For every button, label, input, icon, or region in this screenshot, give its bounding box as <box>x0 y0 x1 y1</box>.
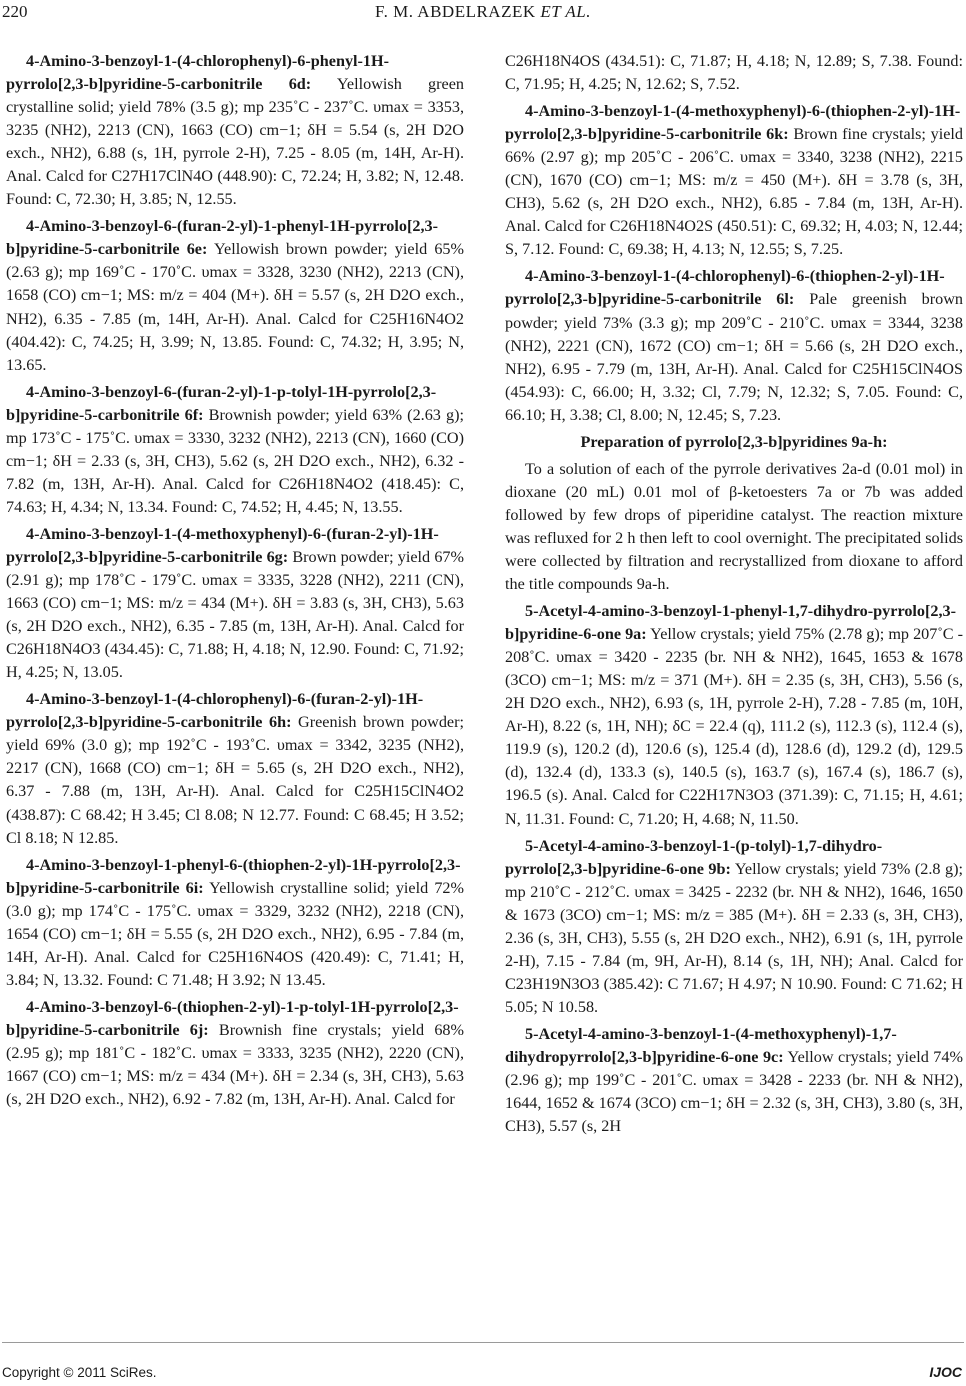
compound-data: Yellow crystals; yield 75% (2.78 g); mp 207˚C - 208˚C. υmax = 3420 - 2235 (br. NH & NH2), 1645, 1653 & 1678 (3CO) cm−1; MS: m/z = 371 (M+). δH = 2.35 (s, 3H, CH3), 5.56 (s, 2H D2O exch., NH2), 6.93 (s, 1H, pyrrole 2-H), 7.28 - 7.85 (m, 10H, Ar-H), 8.22 (s, 1H, NH); δC = 22.4 (q), 111.2 (s), 112.3 (s), 112.4 (s), 119.9 (s), 120.2 (d), 120.6 (s), 125.4 (d), 128.6 (d), 129.2 (d), 129.5 (d), 132.4 (d), 133.3 (s), 140.5 (s), 163.7 (s), 167.4 (s), 186.7 (s), 196.5 (s). Anal. Calcd for C22H17N3O3 (371.39): C, 71.15; H, 4.61; N, 11.31. Found: C, 71.20; H, 4.68; N, 11.50. <box>505 625 964 828</box>
compound-title: 4-Amino-3-benzoyl-1-(4-chlorophenyl)-6-(thiophen-2-yl)-1H-pyrrolo[2,3-b]pyridine-5-carbonitrile 6l: <box>505 267 945 309</box>
compound-entry-6d <box>6 50 464 211</box>
compound-title: 4-Amino-3-benzoyl-6-(thiophen-2-yl)-1-p-tolyl-1H-pyrrolo[2,3-b]pyridine-5-carbonitrile 6j: <box>6 997 459 1039</box>
compound-data: Yellowish brown powder; yield 65% (2.63 g); mp 169˚C - 170˚C. υmax = 3328, 3230 (NH2), 2213 (CN), 1658 (CO) cm−1; MS: m/z = 404 (M+). δH = 5.57 (s, 2H D2O exch., NH2), 6.35 - 7.85 (m, 14H, Ar-H). Anal. Calcd for C25H16N4O2 (404.42): C, 74.25; H, 3.99; N, 13.85. Found: C, 74.32; H, 3.95; N, 13.65. <box>6 240 465 374</box>
compound-title: 5-Acetyl-4-amino-3-benzoyl-1-(4-methoxyphenyl)-1,7-dihydropyrrolo[2,3-b]pyridine-6-one 9c: <box>505 1024 897 1066</box>
compound-title: 4-Amino-3-benzoyl-1-(4-chlorophenyl)-6-(furan-2-yl)-1H-pyrrolo[2,3-b]pyridine-5-carbonitrile 6h: <box>6 690 424 732</box>
compound-data: Yellowish green crystalline solid; yield 78% (3.5 g); mp 235˚C - 237˚C. υmax = 3353, 3235 (NH2), 2213 (CN), 1663 (CO) cm−1; δH = 5.54 (s, 2H D2O exch., NH2), 6.88 (s, 1H, pyrrole 2-H), 7.25 - 8.05 (m, 14H, Ar-H). Anal. Calcd for C27H17ClN4O (448.90): C, 72.24; H, 3.82; N, 12.48. Found: C, 72.30; H, 3.85; N, 12.55. <box>6 75 464 209</box>
running-head <box>0 2 966 22</box>
compound-title: 4-Amino-3-benzoyl-1-(4-chlorophenyl)-6-phenyl-1H-pyrrolo[2,3-b]pyridine-5-carbonitrile 6d: <box>6 52 390 94</box>
compound-entry-6e <box>6 215 464 376</box>
copyright-notice: Copyright © 2011 SciRes. <box>2 1365 157 1380</box>
compound-data: Brown fine crystals; yield 66% (2.97 g); mp 205˚C - 206˚C. υmax = 3340, 3238 (NH2), 2215 (CN), 1670 (CO) cm−1; MS: m/z = 450 (M+). δH = 3.78 (s, 3H, CH3), 5.62 (s, 2H D2O exch., NH2), 6.85 - 7.84 (m, 13H, Ar-H). Anal. Calcd for C26H18N4O2S (450.51): C, 69.32; H, 4.03; N, 12.44; S, 7.12. Found: C, 69.38; H, 4.13; N, 12.55; S, 7.25. <box>505 125 964 259</box>
footer-rule <box>2 1342 964 1343</box>
compound-entry-6j <box>6 996 464 1111</box>
page-footer <box>0 1342 966 1382</box>
compound-data: Yellowish crystalline solid; yield 72% (3.0 g); mp 174˚C - 175˚C. υmax = 3329, 3232 (NH2), 2218 (CN), 1654 (CO) cm−1; δH = 5.55 (s, 2H D2O exch., NH2), 6.95 - 7.84 (m, 14H, Ar-H). Anal. Calcd for C25H16N4OS (420.49): C, 71.41; H, 3.84; N, 13.32. Found: C 71.48; H 3.92; N 13.45. <box>6 878 464 989</box>
page-number: 220 <box>2 2 28 21</box>
compound-data: Yellow crystals; yield 73% (2.8 g); mp 210˚C - 212˚C. υmax = 3425 - 2232 (br. NH & NH2), 1646, 1650 & 1673 (3CO) cm−1; MS: m/z = 385 (M+). δH = 2.33 (s, 3H, CH3), 2.36 (s, 3H, CH3), 5.55 (s, 2H D2O exch., NH2), 6.91 (s, 1H, pyrrole 2-H), 7.15 - 7.84 (m, 9H, Ar-H), 8.14 (s, 1H, NH); Anal. Calcd for C23H19N3O3 (385.42): C 71.67; H 4.97; N 10.90. Found: C 71.62; H 5.05; N 10.58. <box>505 859 963 1016</box>
compound-entry-6f <box>6 381 464 519</box>
compound-entry-6g <box>6 523 464 684</box>
compound-entry-6i <box>6 854 464 992</box>
section-heading: Preparation of pyrrolo[2,3-b]pyridines 9a-h: <box>580 432 888 451</box>
compound-data: Yellow crystals; yield 74% (2.96 g); mp 199˚C - 201˚C. υmax = 3428 - 2233 (br. NH & NH2), 1644, 1652 & 1674 (3CO) cm−1; δH = 2.32 (s, 3H, CH3), 3.80 (s, 3H, CH3), 5.57 (s, 2H <box>505 1047 963 1136</box>
running-head-etal: ET AL. <box>540 2 591 21</box>
compound-entry-6k <box>505 100 963 261</box>
compound-entry-6l <box>505 265 963 426</box>
compound-title: 4-Amino-3-benzoyl-6-(furan-2-yl)-1-phenyl-1H-pyrrolo[2,3-b]pyridine-5-carbonitrile 6e: <box>6 217 438 259</box>
left-column <box>6 50 464 1115</box>
running-head-authors: F. M. ABDELRAZEK <box>375 2 536 21</box>
journal-abbreviation: IJOC <box>929 1364 962 1380</box>
compound-entry-6h <box>6 688 464 849</box>
page-header <box>0 2 966 24</box>
compound-entry-9c <box>505 1023 963 1138</box>
compound-entry-9b <box>505 835 963 1019</box>
compound-title: 5-Acetyl-4-amino-3-benzoyl-1-(p-tolyl)-1,7-dihydro-pyrrolo[2,3-b]pyridine-6-one 9b: <box>505 836 883 878</box>
compound-data: Brownish fine crystals; yield 68% (2.95 g); mp 181˚C - 182˚C. υmax = 3333, 3235 (NH2), 2220 (CN), 1667 (CO) cm−1; MS: m/z = 434 (M+). δH = 2.34 (s, 3H, CH3), 5.63 (s, 2H D2O exch., NH2), 6.92 - 7.82 (m, 13H, Ar-H). Anal. Calcd for <box>6 1020 464 1109</box>
right-column <box>505 50 963 1142</box>
compound-data: Brownish powder; yield 63% (2.63 g); mp 173˚C - 175˚C. υmax = 3330, 3232 (NH2), 2213 (CN), 1660 (CO) cm−1; δH = 2.33 (s, 3H, CH3), 5.62 (s, 2H D2O exch., NH2), 6.32 - 7.82 (m, 13H, Ar-H). Anal. Calcd for C26H18N4O2 (418.45): C, 74.63; H, 4.34; N, 13.34. Found: C, 74.52; H, 4.45; N, 13.55. <box>6 405 464 516</box>
compound-title: 4-Amino-3-benzoyl-1-(4-methoxyphenyl)-6-(thiophen-2-yl)-1H-pyrrolo[2,3-b]pyridine-5-carbonitrile 6k: <box>505 102 961 144</box>
compound-data: Pale greenish brown powder; yield 73% (3.3 g); mp 209˚C - 210˚C. υmax = 3344, 3238 (NH2), 2221 (CN), 1672 (CO) cm−1; δH = 5.66 (s, 2H D2O exch., NH2), 6.95 - 7.79 (m, 13H, Ar-H). Anal. Calcd for C25H15ClN4OS (454.93): C, 66.00; H, 3.32; Cl, 7.79; N, 12.32; S, 7.05. Found: C, 66.10; H, 3.38; Cl, 8.00; N, 12.45; S, 7.23. <box>505 290 964 424</box>
compound-data: Greenish brown powder; yield 69% (3.0 g); mp 192˚C - 193˚C. υmax = 3342, 3235 (NH2), 2217 (CN), 1668 (CO) cm−1; δH = 5.65 (s, 2H D2O exch., NH2), 6.37 - 7.88 (m, 13H, Ar-H). Anal. Calcd for C25H15ClN4O2 (438.87): C 68.42; H 3.45; Cl 8.08; N 12.77. Found: C 68.45; H 3.52; Cl 8.18; N 12.85. <box>6 713 464 847</box>
compound-data: Brown powder; yield 67% (2.91 g); mp 178˚C - 179˚C. υmax = 3335, 3228 (NH2), 2211 (CN), 1663 (CO) cm−1; MS: m/z = 434 (M+). δH = 3.83 (s, 3H, CH3), 5.63 (s, 2H D2O exch., NH2), 6.35 - 7.85 (m, 13H, Ar-H). Anal. Calcd for C26H18N4O3 (434.45): C, 71.88; H, 4.18; N, 12.90. Found: C, 71.92; H, 4.25; N, 13.05. <box>6 547 464 682</box>
compound-title: 4-Amino-3-benzoyl-1-phenyl-6-(thiophen-2-yl)-1H-pyrrolo[2,3-b]pyridine-5-carbonitrile 6i: <box>6 855 461 897</box>
compound-title: 4-Amino-3-benzoyl-6-(furan-2-yl)-1-p-tolyl-1H-pyrrolo[2,3-b]pyridine-5-carbonitrile 6f: <box>6 382 437 424</box>
compound-title: 4-Amino-3-benzoyl-1-(4-methoxyphenyl)-6-(furan-2-yl)-1H-pyrrolo[2,3-b]pyridine-5-carbonitrile 6g: <box>6 524 439 566</box>
procedure-paragraph: To a solution of each of the pyrrole derivatives 2a-d (0.01 mol) in dioxane (20 mL) 0.01 mol of β-ketoesters 7a or 7b was added followed by few drops of piperidine catalyst. The reaction mixture was refluxed for 2 h then left to cool overnight. The precipitated solids were collected by filtration and recrystallized from dioxane to afford the title compounds 9a-h. <box>505 459 963 594</box>
continued-entry-6j: C26H18N4OS (434.51): C, 71.87; H, 4.18; N, 12.89; S, 7.38. Found: C, 71.95; H, 4.25; N, 12.62; S, 7.52. <box>505 52 963 94</box>
compound-title: 5-Acetyl-4-amino-3-benzoyl-1-phenyl-1,7-dihydro-pyrrolo[2,3-b]pyridine-6-one 9a: <box>505 602 957 644</box>
compound-entry-9a <box>505 600 963 830</box>
